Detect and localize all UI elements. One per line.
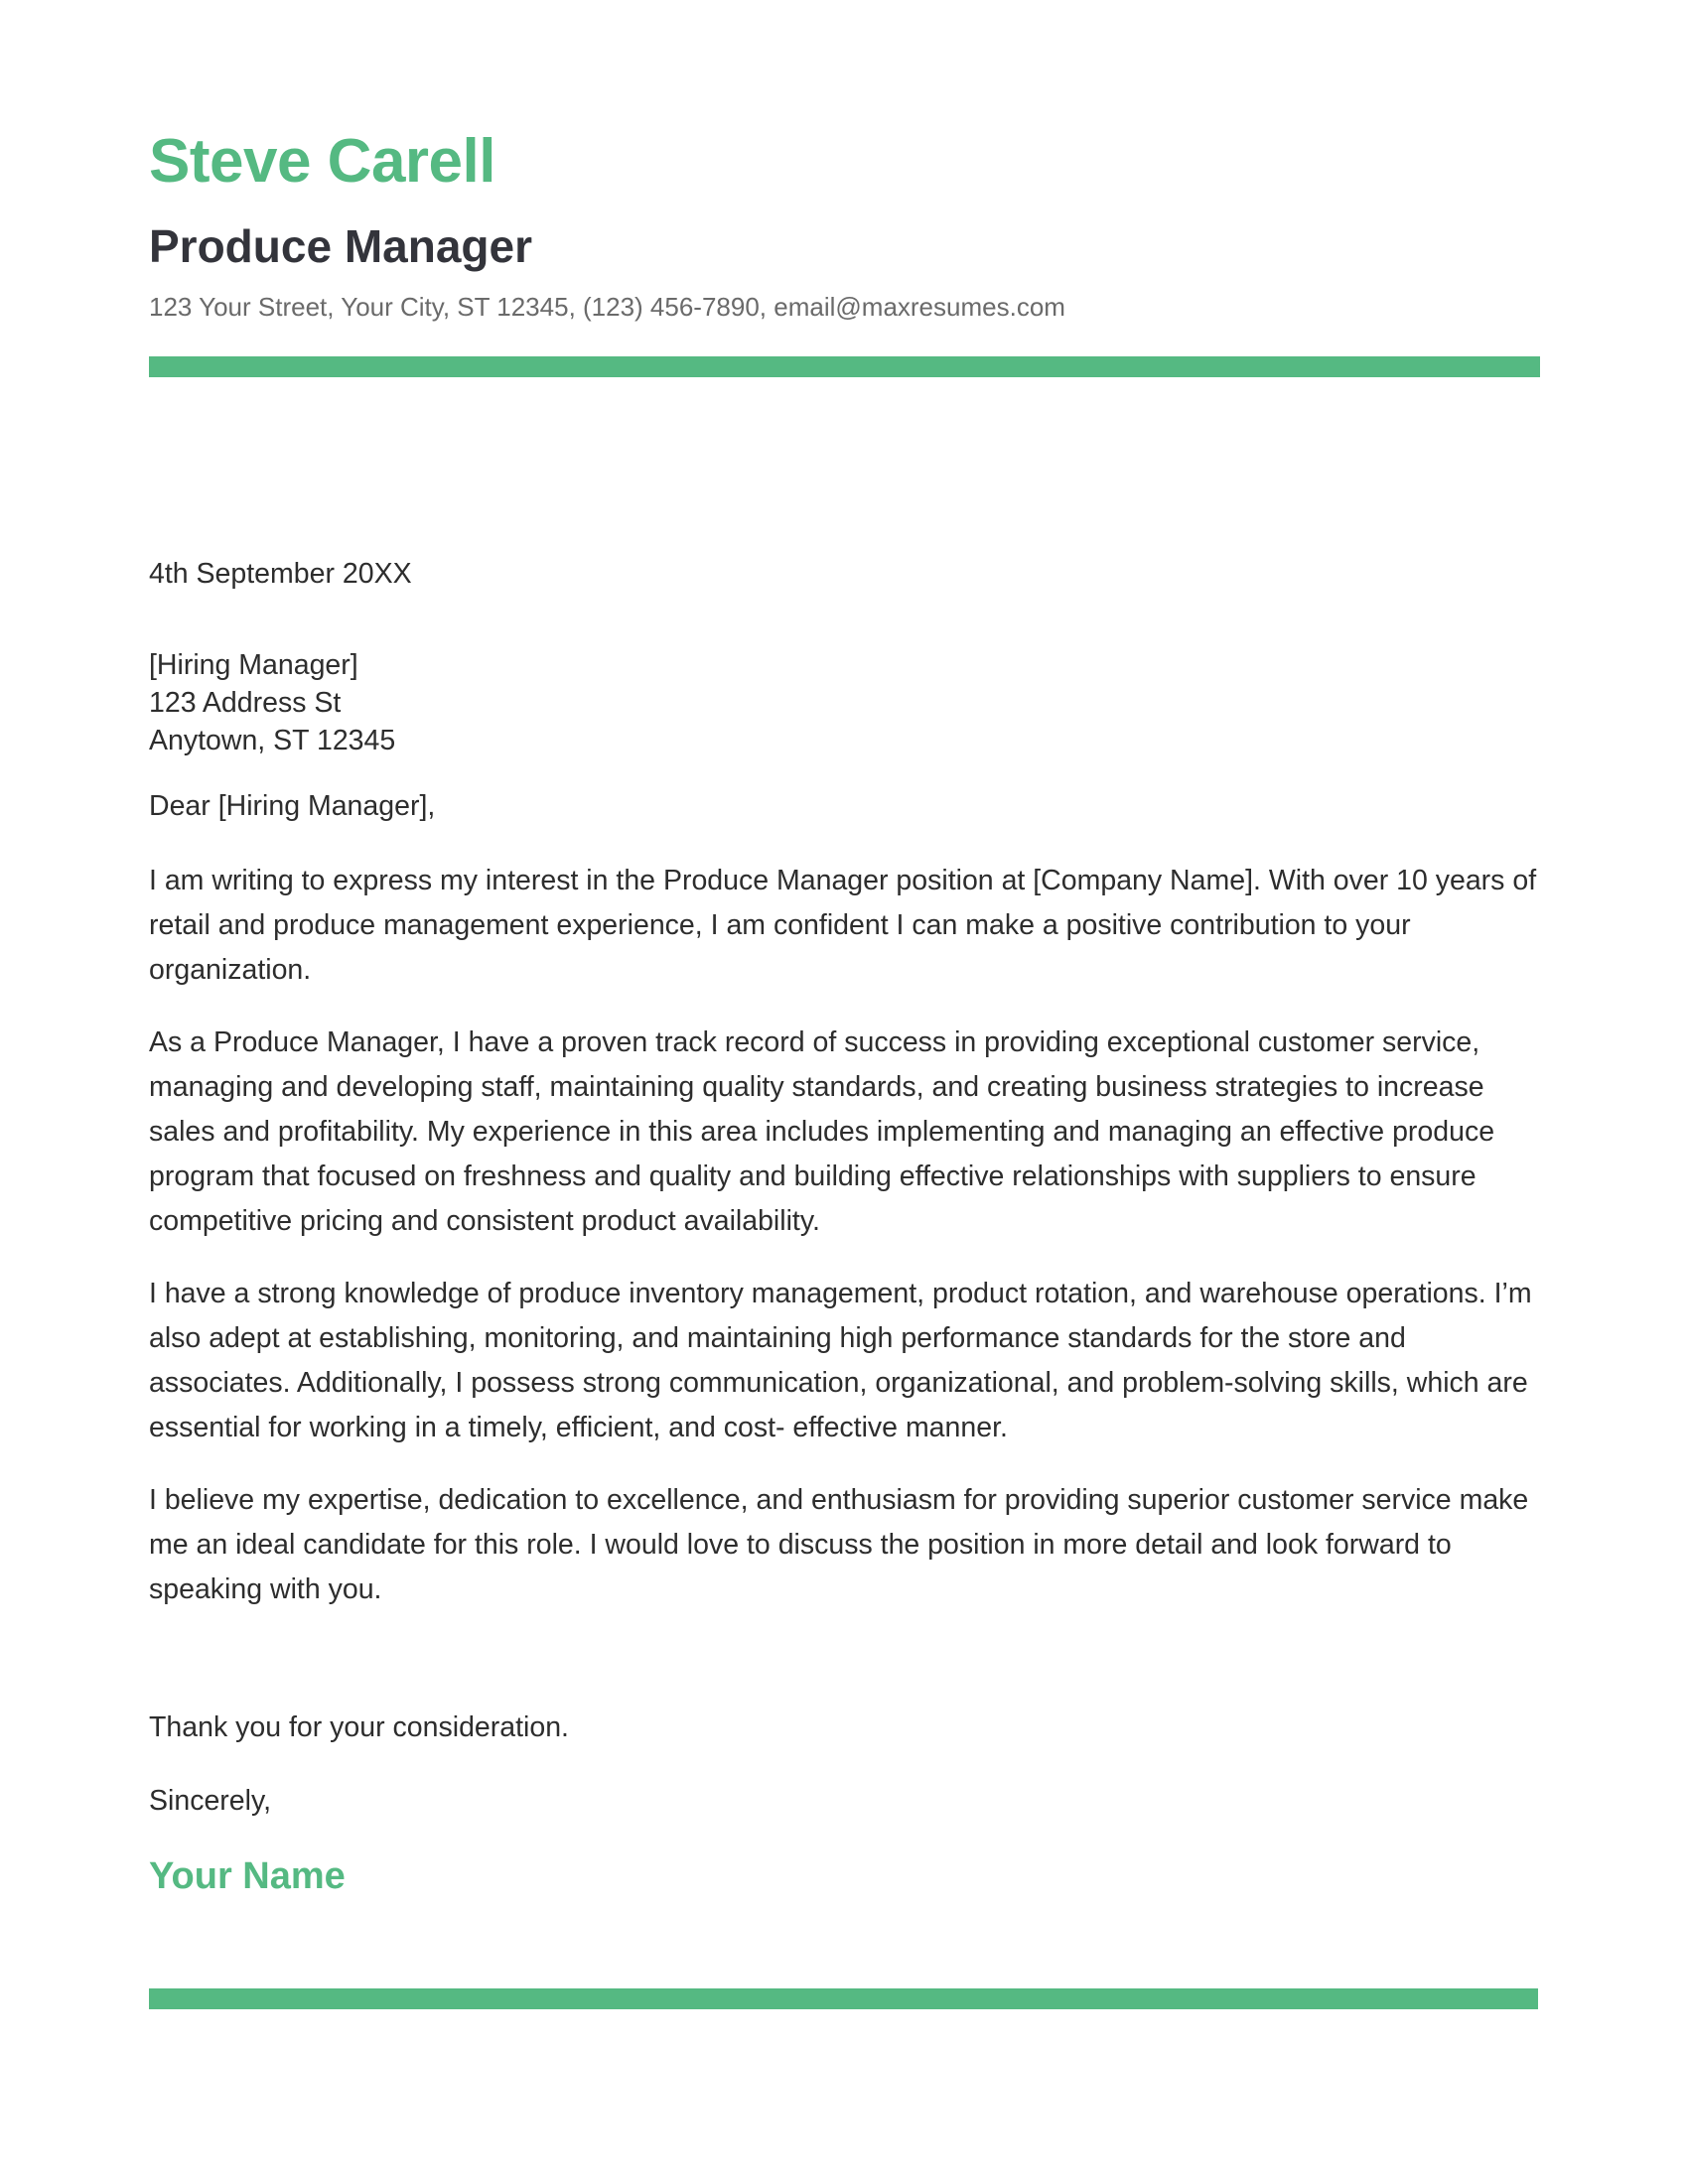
recipient-address-line2: Anytown, ST 12345 <box>149 725 396 756</box>
recipient-name: [Hiring Manager] <box>149 649 358 681</box>
contact-info: 123 Your Street, Your City, ST 12345, (123) 456-7890, email@maxresumes.com <box>149 292 1065 322</box>
closing: Sincerely, <box>149 1785 272 1817</box>
header-divider <box>149 356 1540 377</box>
job-title: Produce Manager <box>149 220 532 272</box>
body-paragraph-4: I believe my expertise, dedication to excellence, and enthusiasm for providing superior customer service make me an ideal candidate for this role. I would love to discuss the position in more detail and look forward to speaking with you. <box>149 1484 1529 1605</box>
thank-you-line: Thank you for your consideration. <box>149 1711 569 1743</box>
letter-body <box>149 859 1541 1640</box>
body-paragraph-2: As a Produce Manager, I have a proven track record of success in providing exceptional customer service, managing and developing staff, maintaining quality standards, and creating business strategies to increase sales and profitability. My experience in this area includes implementing and managing an effective produce program that focused on freshness and quality and building effective relationships with suppliers to ensure competitive pricing and consistent product availability. <box>149 1026 1495 1237</box>
cover-letter-page <box>149 0 1539 2184</box>
salutation: Dear [Hiring Manager], <box>149 790 436 822</box>
body-paragraph-3: I have a strong knowledge of produce inventory management, product rotation, and warehouse operations. I’m also adept at establishing, monitoring, and maintaining high performance standards for the store and associates. Additionally, I possess strong communication, organizational, and problem-solving skills, which are essential for working in a timely, efficient, and cost- effective manner. <box>149 1278 1532 1443</box>
footer-divider <box>149 1988 1538 2009</box>
applicant-name: Steve Carell <box>149 127 495 196</box>
recipient-address-line1: 123 Address St <box>149 687 342 719</box>
body-paragraph-1: I am writing to express my interest in the Produce Manager position at [Company Name]. With over 10 years of retail and produce management experience, I am confident I can make a positive contribution to your organization. <box>149 865 1537 986</box>
signature-name: Your Name <box>149 1855 346 1897</box>
letter-date: 4th September 20XX <box>149 558 412 590</box>
recipient-address <box>149 646 395 759</box>
